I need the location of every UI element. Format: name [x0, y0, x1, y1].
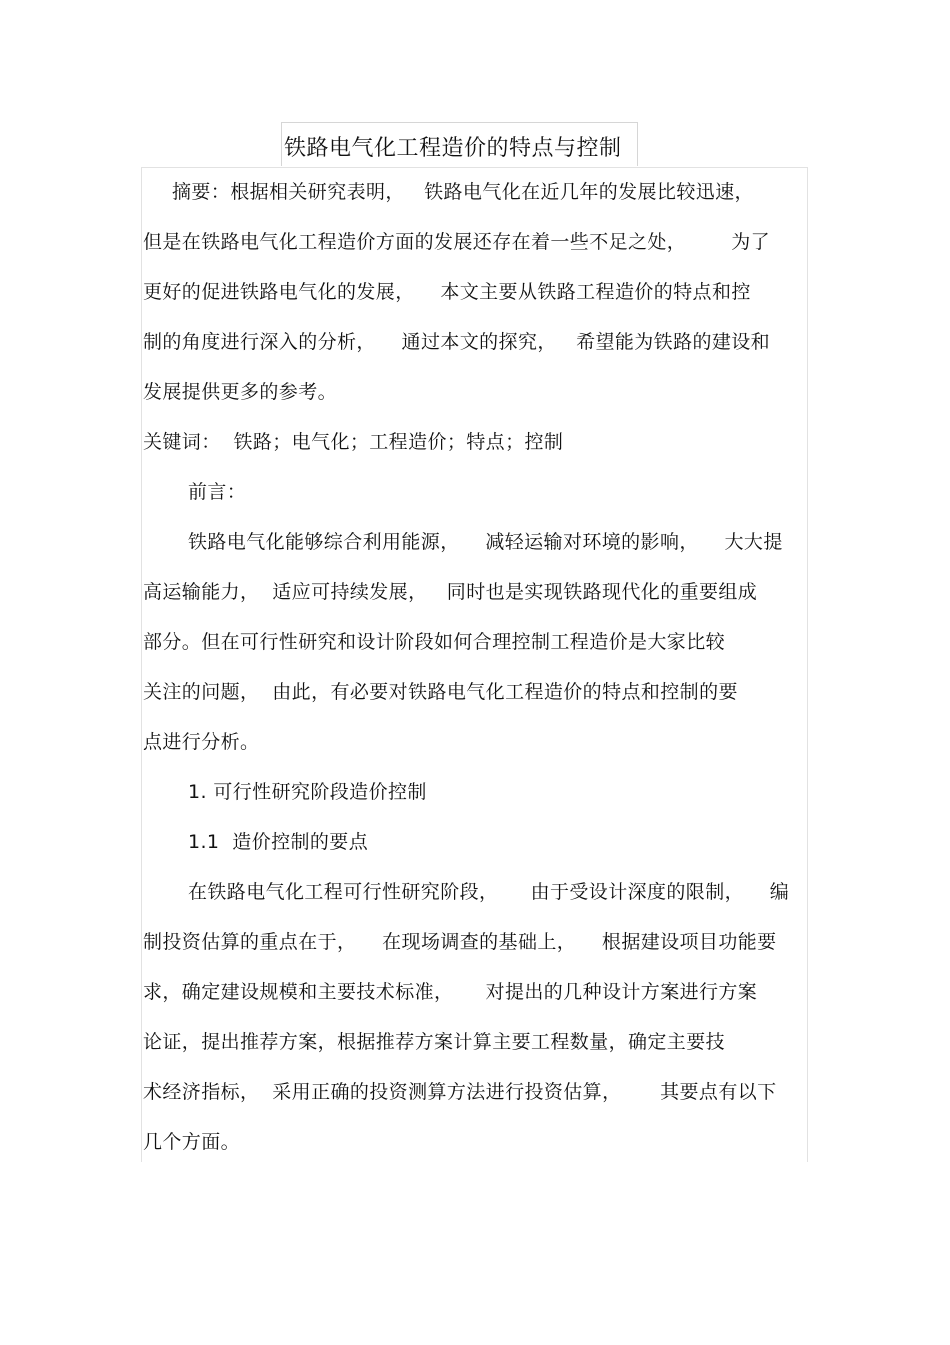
preface-line-1: 铁路电气化能够综合利用能源， 减轻运输对环境的影响， 大大提	[188, 531, 783, 553]
body-line-5: 术经济指标， 采用正确的投资测算方法进行投资估算， 其要点有以下	[143, 1081, 777, 1103]
abstract-line-1: 摘要：根据相关研究表明， 铁路电气化在近几年的发展比较迅速，	[172, 181, 754, 203]
abstract-line-2: 但是在铁路电气化工程造价方面的发展还存在着一些不足之处， 为了	[143, 231, 771, 253]
body-line-6: 几个方面。	[143, 1131, 241, 1153]
preface-line-5: 点进行分析。	[143, 731, 260, 753]
preface-line-4: 关注的问题， 由此，有必要对铁路电气化工程造价的特点和控制的要	[143, 681, 738, 703]
body-line-4: 论证，提出推荐方案，根据推荐方案计算主要工程数量，确定主要技	[143, 1031, 726, 1053]
body-line-2: 制投资估算的重点在于， 在现场调查的基础上， 根据建设项目功能要	[143, 931, 777, 953]
preface-line-3: 部分。但在可行性研究和设计阶段如何合理控制工程造价是大家比较	[143, 631, 726, 653]
body-line-3: 求，确定建设规模和主要技术标准， 对提出的几种设计方案进行方案	[143, 981, 758, 1003]
keywords-line: 关键词： 铁路；电气化；工程造价；特点；控制	[143, 431, 564, 453]
body-line-1: 在铁路电气化工程可行性研究阶段， 由于受设计深度的限制， 编	[188, 881, 790, 903]
abstract-line-4: 制的角度进行深入的分析， 通过本文的探究， 希望能为铁路的建设和	[143, 331, 771, 353]
abstract-line-3: 更好的促进铁路电气化的发展， 本文主要从铁路工程造价的特点和控	[143, 281, 751, 303]
section-heading-1-1: 1.1 造价控制的要点	[188, 831, 369, 853]
preface-heading: 前言：	[188, 481, 247, 503]
section-heading-1: 1. 可行性研究阶段造价控制	[188, 781, 427, 803]
abstract-line-5: 发展提供更多的参考。	[143, 381, 338, 403]
preface-line-2: 高运输能力， 适应可持续发展， 同时也是实现铁路现代化的重要组成	[143, 581, 758, 603]
document-title: 铁路电气化工程造价的特点与控制	[284, 136, 622, 161]
content-frame	[141, 167, 808, 1162]
